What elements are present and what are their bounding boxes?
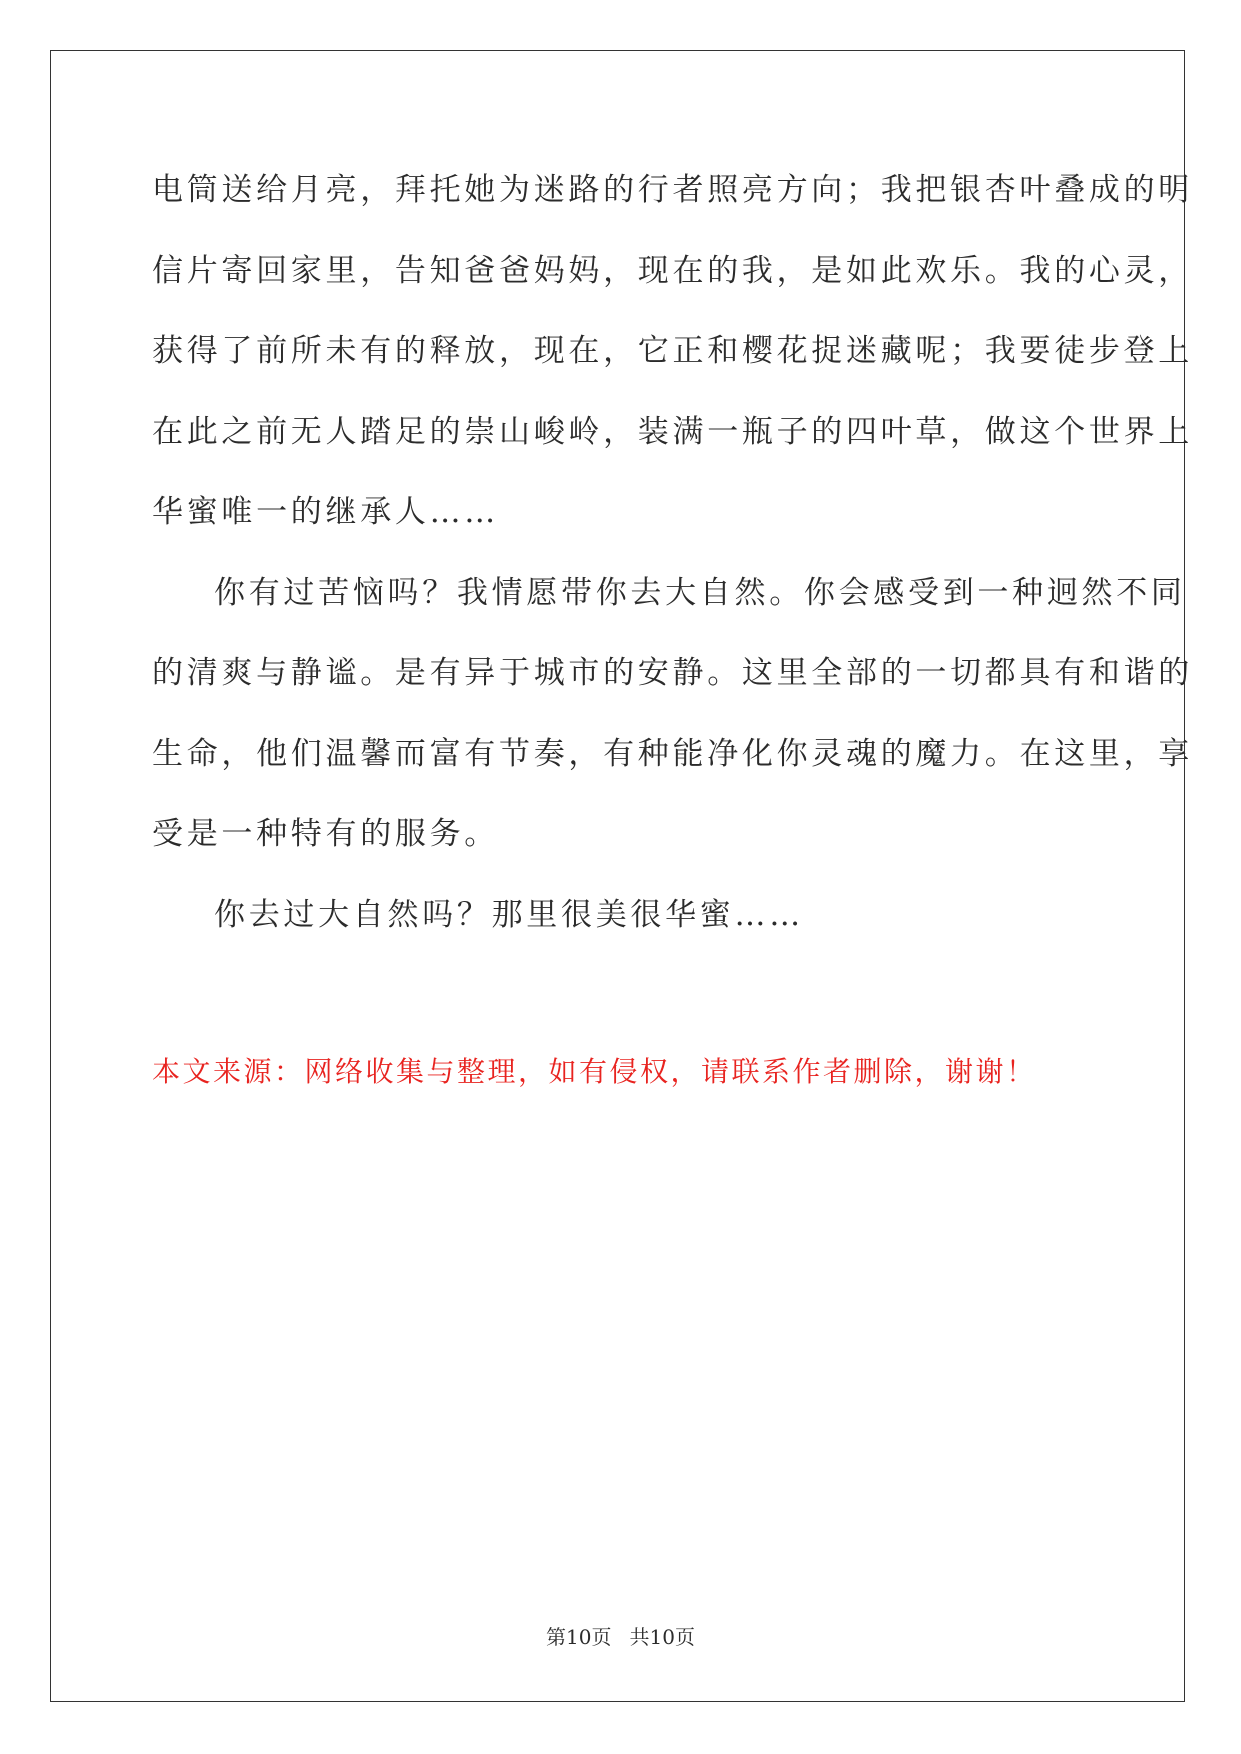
paragraph-3-line-1: 你去过大自然吗？那里很美很华蜜…… bbox=[214, 897, 804, 933]
paragraph-2-line-4: 受是一种特有的服务。 bbox=[152, 816, 499, 852]
paragraph-1-line-5: 华蜜唯一的继承人…… bbox=[152, 494, 499, 530]
paragraph-1-line-1: 电筒送给月亮，拜托她为迷路的行者照亮方向；我把银杏叶叠成的明 bbox=[152, 172, 1193, 208]
paragraph-2-line-3: 生命，他们温馨而富有节奏，有种能净化你灵魂的魔力。在这里，享 bbox=[152, 736, 1193, 772]
paragraph-1-line-2: 信片寄回家里，告知爸爸妈妈，现在的我，是如此欢乐。我的心灵， bbox=[152, 253, 1193, 289]
paragraph-1-line-4: 在此之前无人踏足的崇山峻岭，装满一瓶子的四叶草，做这个世界上 bbox=[152, 414, 1193, 450]
page-footer bbox=[0, 1624, 1241, 1650]
paragraph-2-line-1: 你有过苦恼吗？我情愿带你去大自然。你会感受到一种迥然不同 bbox=[214, 575, 1186, 611]
page-border bbox=[50, 50, 1185, 1702]
source-note: 本文来源：网络收集与整理，如有侵权，请联系作者删除，谢谢！ bbox=[152, 1055, 1037, 1088]
page-total: 共10页 bbox=[629, 1625, 695, 1649]
paragraph-1-line-3: 获得了前所未有的释放，现在，它正和樱花捉迷藏呢；我要徒步登上 bbox=[152, 333, 1193, 369]
paragraph-2-line-2: 的清爽与静谧。是有异于城市的安静。这里全部的一切都具有和谐的 bbox=[152, 655, 1193, 691]
page-number: 第10页 bbox=[546, 1625, 612, 1649]
